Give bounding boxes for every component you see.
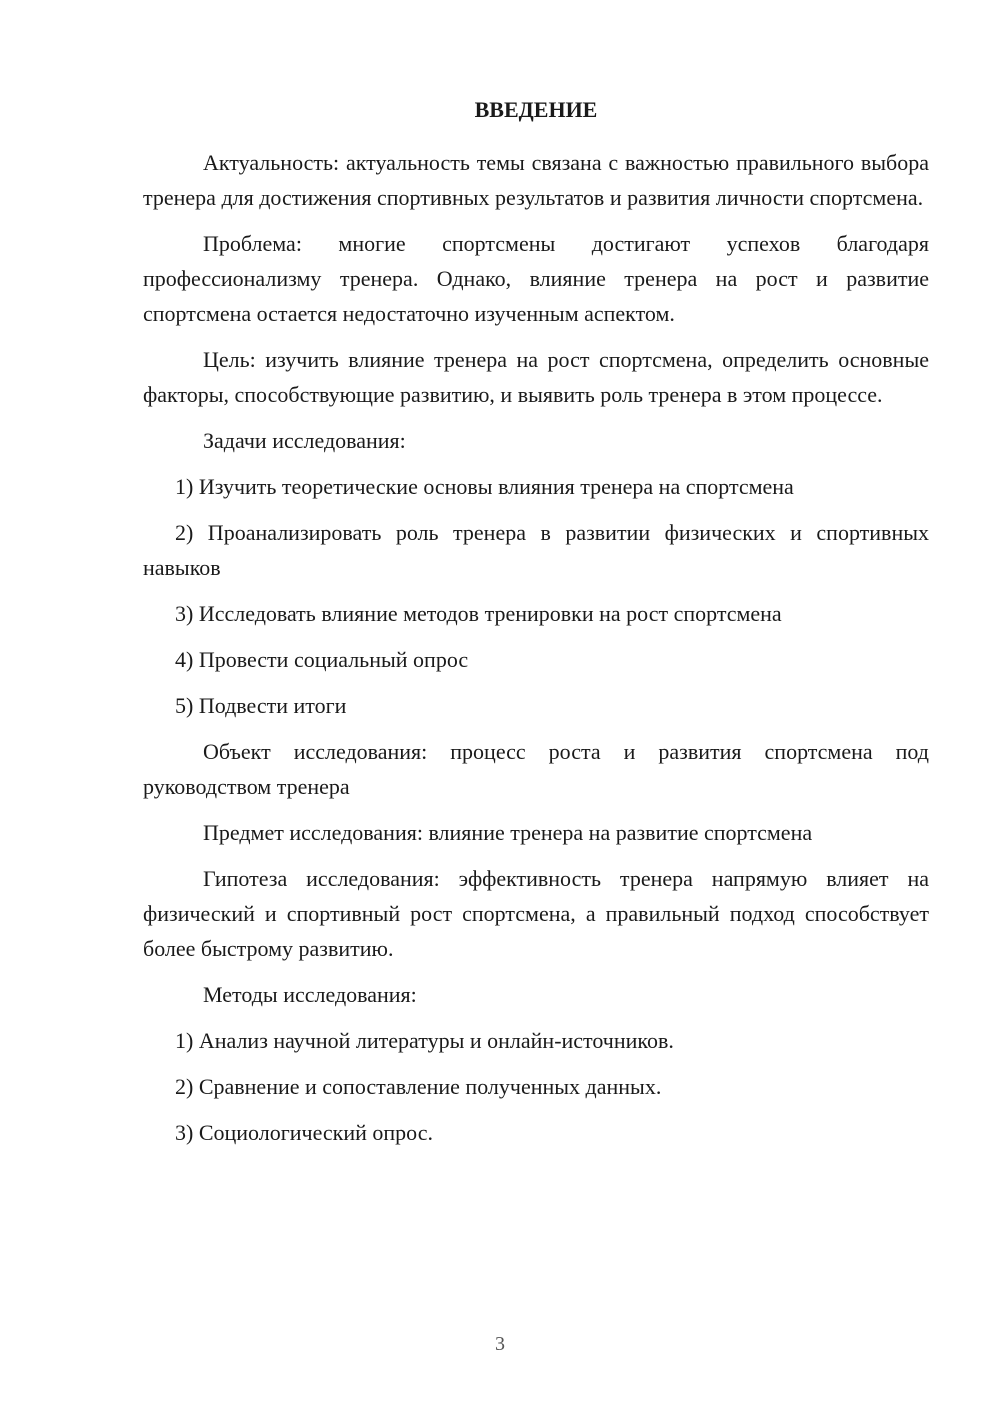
page-title: ВВЕДЕНИЕ [474, 97, 598, 122]
task-item: 4) Провести социальный опрос [175, 647, 469, 672]
problem-paragraph: Проблема: многие спортсмены достигают успехов благодаря профессионализму тренера. Однако, влияние тренера на рост и развитие спортсмена остается недостаточно изученным аспектом. [143, 231, 929, 326]
task-item: 5) Подвести итоги [175, 693, 347, 718]
object-paragraph: Объект исследования: процесс роста и развития спортсмена под руководством тренера [143, 739, 929, 799]
goal-paragraph: Цель: изучить влияние тренера на рост спортсмена, определить основные факторы, способствующие развитию, и выявить роль тренера в этом процессе. [143, 347, 929, 407]
method-item: 2) Сравнение и сопоставление полученных данных. [175, 1074, 662, 1099]
task-item: 3) Исследовать влияние методов тренировки на рост спортсмена [175, 601, 782, 626]
hypothesis-paragraph: Гипотеза исследования: эффективность тренера напрямую влияет на физический и спортивный рост спортсмена, а правильный подход способствует более быстрому развитию. [143, 866, 929, 961]
methods-title: Методы исследования: [203, 982, 417, 1007]
tasks-title: Задачи исследования: [203, 428, 406, 453]
task-item: 1) Изучить теоретические основы влияния тренера на спортсмена [175, 474, 794, 499]
document-body [143, 92, 929, 1161]
task-item: 2) Проанализировать роль тренера в развитии физических и спортивных навыков [143, 520, 929, 580]
method-item: 3) Социологический опрос. [175, 1120, 433, 1145]
page-number: 3 [495, 1333, 505, 1355]
method-item: 1) Анализ научной литературы и онлайн-источников. [175, 1028, 674, 1053]
relevance-paragraph: Актуальность: актуальность темы связана с важностью правильного выбора тренера для достижения спортивных результатов и развития личности спортсмена. [143, 150, 929, 210]
subject-paragraph: Предмет исследования: влияние тренера на развитие спортсмена [203, 820, 813, 845]
